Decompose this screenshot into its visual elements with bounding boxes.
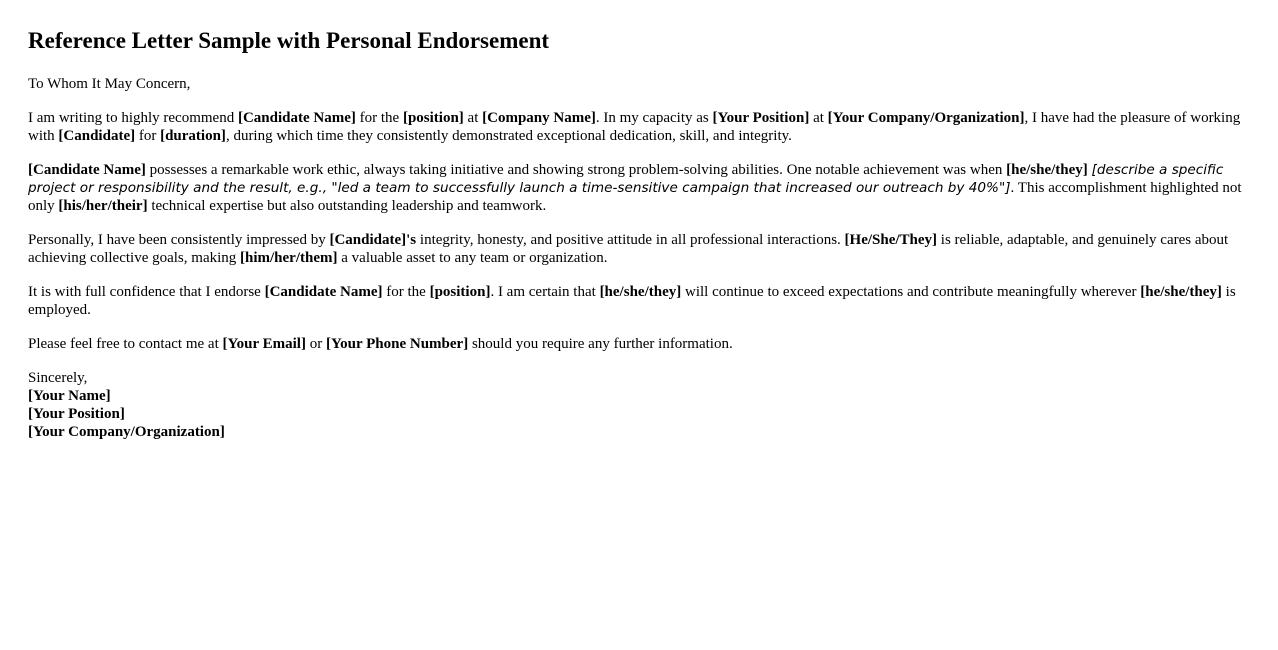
salutation: To Whom It May Concern, <box>28 76 191 92</box>
body-text: possesses a remarkable work ethic, always taking initiative and showing strong problem-solving abilities. One notable achievement was when <box>145 162 1007 178</box>
body-text: Personally, I have been consistently impressed by <box>28 232 330 248</box>
placeholder-field: [position] <box>429 284 491 300</box>
placeholder-field: [Your Phone Number] <box>325 336 469 352</box>
placeholder-field: [he/she/they] <box>1140 284 1222 300</box>
placeholder-field: [his/her/their] <box>58 198 148 214</box>
placeholder-field: [position] <box>402 110 464 126</box>
letter-closing <box>28 369 1250 441</box>
body-text: a valuable asset to any team or organization. <box>337 250 608 266</box>
body-text: for the <box>382 284 430 300</box>
body-text: . In my capacity as <box>595 110 713 126</box>
letter-paragraph <box>28 161 1250 215</box>
body-text: integrity, honesty, and positive attitude in all professional interactions. <box>416 232 845 248</box>
signoff: Sincerely, <box>28 370 88 386</box>
placeholder-field: [Your Company/Organization] <box>827 110 1025 126</box>
body-text: for <box>135 128 161 144</box>
placeholder-field: [him/her/them] <box>240 250 338 266</box>
body-text: at <box>809 110 828 126</box>
letter-body <box>28 109 1250 353</box>
body-text: It is with full confidence that I endorse <box>28 284 265 300</box>
body-text: or <box>305 336 326 352</box>
letter-paragraph <box>28 231 1250 267</box>
placeholder-field: [duration] <box>160 128 226 144</box>
placeholder-field: [Your Position] <box>712 110 810 126</box>
body-text: , during which time they consistently demonstrated exceptional dedication, skill, and integrity. <box>225 128 792 144</box>
signer-organization: [Your Company/Organization] <box>28 424 225 440</box>
placeholder-field: [He/She/They] <box>844 232 938 248</box>
body-text: is employed. <box>28 284 1236 318</box>
body-text: Please feel free to contact me at <box>28 336 223 352</box>
letter-paragraph <box>28 109 1250 145</box>
body-text: technical expertise but also outstanding leadership and teamwork. <box>147 198 547 214</box>
instruction-text: [describe a specific project or responsibility and the result, e.g., "led a team to successfully launch a time-sensitive campaign that increased our outreach by 40%"] <box>28 162 1224 196</box>
body-text: . This accomplishment highlighted not only <box>28 180 1242 214</box>
placeholder-field: [Candidate Name] <box>237 110 356 126</box>
body-text: should you require any further information. <box>468 336 733 352</box>
body-text: will continue to exceed expectations and contribute meaningfully wherever <box>681 284 1141 300</box>
body-text: is reliable, adaptable, and genuinely cares about achieving collective goals, making <box>28 232 1229 266</box>
placeholder-field: [he/she/they] <box>599 284 682 300</box>
body-text: , I have had the pleasure of working with <box>28 110 1241 144</box>
placeholder-field: [Company Name] <box>482 110 596 126</box>
body-text: . I am certain that <box>490 284 600 300</box>
placeholder-field: [Candidate]'s <box>329 232 417 248</box>
page-title: Reference Letter Sample with Personal Endorsement <box>28 28 550 53</box>
letter-paragraph <box>28 335 1250 353</box>
placeholder-field: [Candidate] <box>58 128 136 144</box>
placeholder-field: [Your Email] <box>222 336 306 352</box>
placeholder-field: [Candidate Name] <box>28 162 146 178</box>
body-text: I am writing to highly recommend <box>28 110 238 126</box>
placeholder-field: [he/she/they] <box>1006 162 1088 178</box>
signer-position: [Your Position] <box>28 406 125 422</box>
body-text: for the <box>355 110 403 126</box>
signer-name: [Your Name] <box>28 388 111 404</box>
letter-paragraph <box>28 283 1250 319</box>
placeholder-field: [Candidate Name] <box>264 284 383 300</box>
body-text: at <box>463 110 483 126</box>
